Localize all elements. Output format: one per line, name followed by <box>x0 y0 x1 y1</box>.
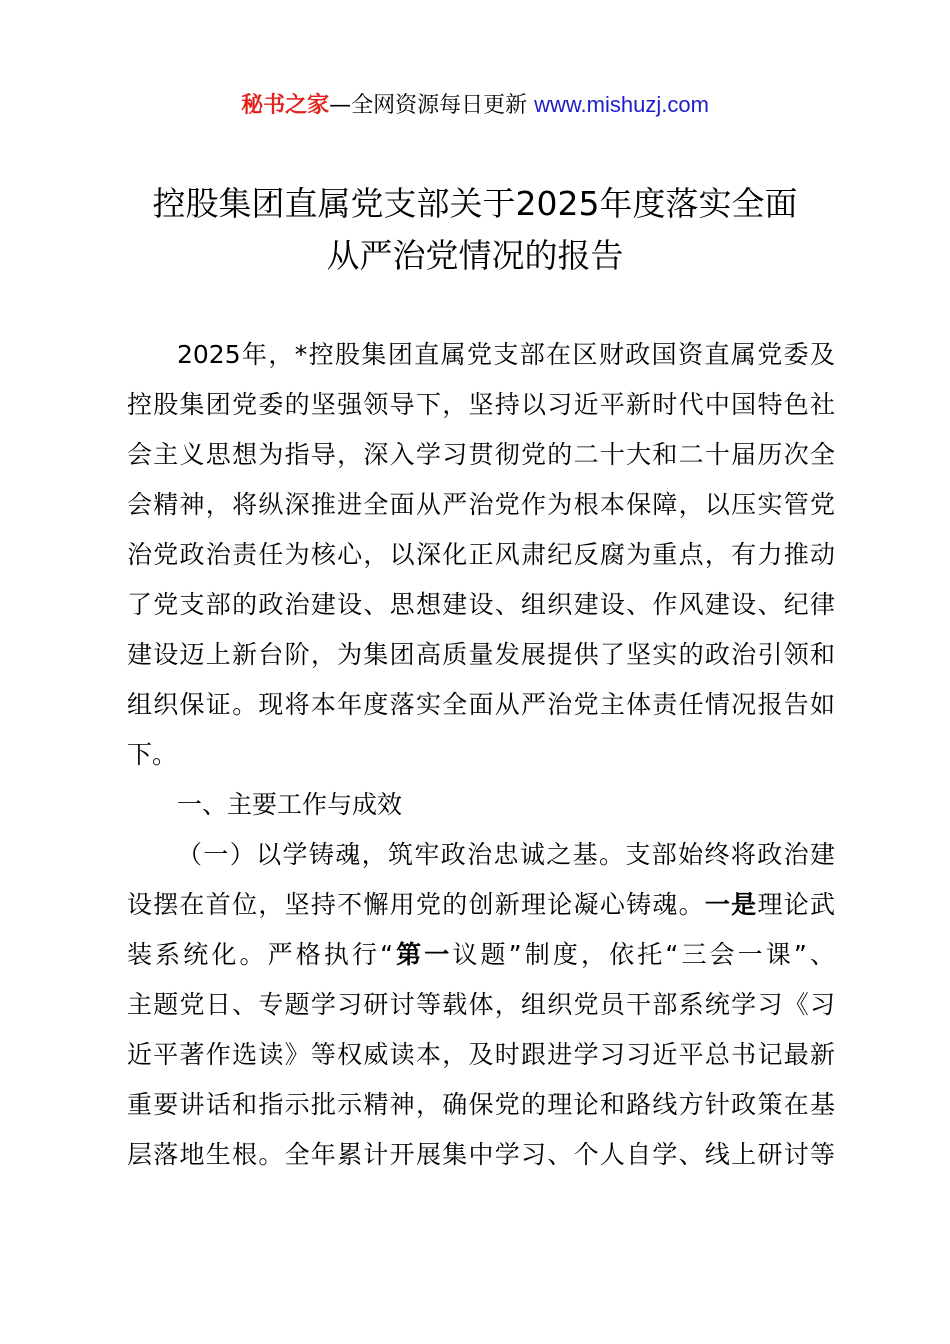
document-title <box>95 178 855 282</box>
section-1-heading: 一、主要工作与成效 <box>177 790 403 819</box>
title-line-1: 控股集团直属党支部关于2025年度落实全面 <box>152 184 798 223</box>
paragraph-1-line-6: 了党支部的政治建设、思想建设、组织建设、作风建设、纪律 <box>127 590 835 619</box>
paragraph-1-line-2: 控股集团党委的坚强领导下，坚持以习近平新时代中国特色社 <box>127 390 835 419</box>
paragraph-1-line-7: 建设迈上新台阶，为集团高质量发展提供了坚实的政治引领和 <box>127 640 835 669</box>
paragraph-2-line-1: （一）以学铸魂，筑牢政治忠诚之基。支部始终将政治建 <box>177 840 835 869</box>
paragraph-2-line-7: 层落地生根。全年累计开展集中学习、个人自学、线上研讨等 <box>127 1140 835 1169</box>
paragraph-1-line-1: 2025年，*控股集团直属党支部在区财政国资直属党委及 <box>177 340 835 369</box>
paragraph-2-line-5: 近平著作选读》等权威读本，及时跟进学习习近平总书记最新 <box>127 1040 835 1069</box>
emphasis-first-topic: 第一 <box>393 940 453 969</box>
paragraph-1-line-3: 会主义思想为指导，深入学习贯彻党的二十大和二十届历次全 <box>127 440 835 469</box>
paragraph-2-line-3 <box>127 930 835 980</box>
brand-name: 秘书之家 <box>241 93 330 118</box>
site-header <box>0 88 950 123</box>
header-url-link[interactable]: www.mishuzj.com <box>534 92 709 117</box>
paragraph-2-line-3-text-b: 议题”制度，依托“三会一课”、 <box>452 940 835 969</box>
paragraph-1-line-5: 治党政治责任为核心，以深化正风肃纪反腐为重点，有力推动 <box>127 540 835 569</box>
paragraph-2-line-2-text-b: 理论武 <box>757 890 835 919</box>
paragraph-2-line-2 <box>127 880 835 930</box>
emphasis-first-point: 一是 <box>704 890 758 919</box>
title-line-2: 从严治党情况的报告 <box>326 236 624 275</box>
paragraph-2-line-2-text-a: 设摆在首位，坚持不懈用党的创新理论凝心铸魂。 <box>127 890 705 919</box>
paragraph-1-line-4: 会精神，将纵深推进全面从严治党作为根本保障，以压实管党 <box>127 490 835 519</box>
paragraph-2-line-4: 主题党日、专题学习研讨等载体，组织党员干部系统学习《习 <box>127 990 835 1019</box>
document-body <box>127 330 835 1180</box>
header-tagline: —全网资源每日更新 <box>329 93 535 118</box>
paragraph-2-line-3-text-a: 装系统化。严格执行“ <box>127 940 394 969</box>
paragraph-1-line-8: 组织保证。现将本年度落实全面从严治党主体责任情况报告如 <box>127 690 835 719</box>
paragraph-1-line-9: 下。 <box>127 740 178 769</box>
paragraph-2-line-6: 重要讲话和指示批示精神，确保党的理论和路线方针政策在基 <box>127 1090 835 1119</box>
